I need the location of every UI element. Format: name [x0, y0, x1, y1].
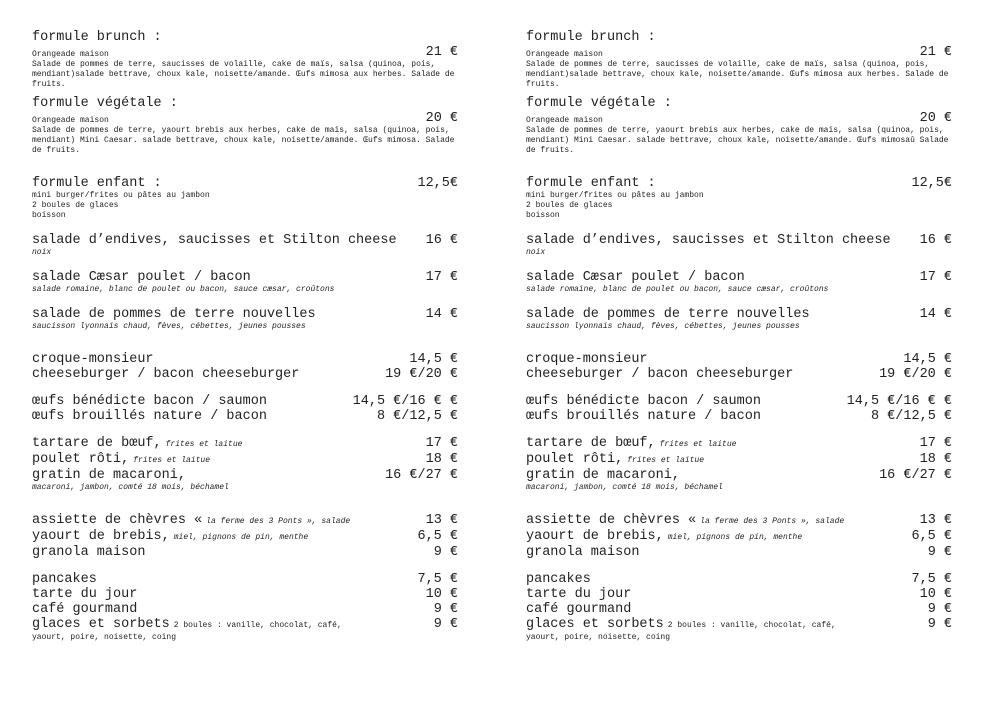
item-subtitle: miel, pignons de pin, menthe	[667, 533, 803, 542]
group-oeufs	[526, 394, 952, 424]
item-price: 13 €	[919, 513, 952, 528]
group-sandwiches	[32, 352, 458, 382]
menu-row	[32, 452, 458, 468]
item-title: formule brunch :	[32, 30, 162, 45]
menu-row	[32, 513, 458, 529]
menu-column-left	[32, 30, 458, 643]
item-title: formule enfant :	[526, 176, 656, 191]
menu-row	[32, 436, 458, 452]
item-title: glaces et sorbets 2 boules : vanille, chocolat, café,	[526, 617, 836, 632]
item-price: 12,5€	[417, 176, 458, 191]
menu-row	[32, 617, 458, 633]
item-description: saucisson lyonnais chaud, fèves, cébettes, jeunes pousses	[526, 322, 800, 331]
formule-enfant	[526, 176, 952, 221]
item-description: salade romaine, blanc de poulet ou bacon, sauce cæsar, croûtons	[526, 285, 829, 294]
item-title: formule végétale :	[32, 96, 178, 111]
item-title: gratin de macaroni,	[526, 468, 680, 483]
item-title: cheeseburger / bacon cheeseburger	[32, 367, 300, 382]
item-title: œufs bénédicte bacon / saumon	[526, 394, 761, 409]
menu-row	[526, 617, 952, 633]
item-title: poulet rôti, frites et laitue	[526, 452, 705, 467]
item-price: 9 €	[927, 602, 952, 617]
item-title: assiette de chèvres « la ferme des 3 Ponts », salade	[32, 513, 351, 528]
item-title: poulet rôti, frites et laitue	[32, 452, 211, 467]
item-subtitle: la ferme des 3 Ponts », salade	[700, 517, 845, 526]
item-title: tarte du jour	[32, 587, 138, 602]
salade-caesar	[526, 270, 952, 295]
item-description: yaourt, poire, noisette, coing	[526, 633, 671, 642]
item-title: salade d’endives, saucisses et Stilton cheese	[32, 233, 397, 248]
item-price: 7,5 €	[911, 572, 952, 587]
item-description: Salade de pommes de terre, saucisses de volaille, cake de maïs, salsa (quinoa, pois, mendiant)salade bettrave, choux kale, noisette/amande. Œufs mimosa aux herbes. Salade de fruits.	[32, 60, 455, 89]
menu-row	[32, 529, 458, 545]
menu-row	[526, 513, 952, 529]
item-description: salade romaine, blanc de poulet ou bacon, sauce cæsar, croûtons	[32, 285, 335, 294]
item-price: 20 €	[919, 111, 952, 126]
item-line: 2 boules de glaces	[32, 201, 119, 210]
item-description: Salade de pommes de terre, yaourt brebis aux herbes, cake de maïs, salsa (quinoa, pois, mendiant) Mini Caesar. salade bettrave, choux kale, noisette/amande. Œufs mimosa. Salade de fruits.	[32, 126, 455, 155]
formule-vegetale	[526, 96, 952, 156]
item-title: œufs brouillés nature / bacon	[526, 409, 761, 424]
salade-pommes-de-terre	[32, 307, 458, 332]
item-title: assiette de chèvres « la ferme des 3 Ponts », salade	[526, 513, 845, 528]
item-price: 14 €	[919, 307, 952, 322]
menu-row	[526, 367, 952, 382]
item-title: granola maison	[526, 545, 640, 560]
menu-row	[526, 452, 952, 468]
item-price: 6,5 €	[911, 529, 952, 544]
item-subtitle: frites et laitue	[659, 440, 737, 449]
menu-row	[526, 352, 952, 367]
item-line: 2 boules de glaces	[526, 201, 613, 210]
item-title: gratin de macaroni,	[32, 468, 186, 483]
item-title: formule végétale :	[526, 96, 672, 111]
salade-pommes-de-terre	[526, 307, 952, 332]
item-description: macaroni, jambon, comté 18 mois, béchamel	[526, 483, 723, 492]
item-title: café gourmand	[526, 602, 632, 617]
item-price: 16 €/27 €	[879, 468, 952, 483]
item-price: 8 €/12,5 €	[870, 409, 952, 424]
item-title: yaourt de brebis, miel, pignons de pin, menthe	[526, 529, 803, 544]
item-title: formule enfant :	[32, 176, 162, 191]
item-line: boisson	[32, 211, 66, 220]
item-title: œufs bénédicte bacon / saumon	[32, 394, 267, 409]
item-title: salade Cæsar poulet / bacon	[526, 270, 745, 285]
item-price: 9 €	[927, 617, 952, 632]
item-line: Orangeade maison	[526, 50, 603, 59]
item-line: Orangeade maison	[32, 50, 109, 59]
item-price: 14,5 €	[409, 352, 458, 367]
item-price: 10 €	[919, 587, 952, 602]
item-subtitle: la ferme des 3 Ponts », salade	[206, 517, 351, 526]
item-price: 12,5€	[911, 176, 952, 191]
group-plats	[526, 436, 952, 493]
item-price: 6,5 €	[417, 529, 458, 544]
item-title: cheeseburger / bacon cheeseburger	[526, 367, 794, 382]
menu-row	[526, 587, 952, 602]
menu-row	[526, 602, 952, 617]
item-line: mini burger/frites ou pâtes au jambon	[526, 191, 704, 200]
menu-row	[526, 468, 952, 483]
item-price: 16 €/27 €	[385, 468, 458, 483]
item-line: Orangeade maison	[526, 116, 603, 125]
menu-row	[32, 545, 458, 560]
item-price: 9 €	[433, 617, 458, 632]
salade-caesar	[32, 270, 458, 295]
item-price: 10 €	[425, 587, 458, 602]
group-oeufs	[32, 394, 458, 424]
formule-brunch	[526, 30, 952, 90]
item-price: 18 €	[919, 452, 952, 467]
item-price: 19 €/20 €	[879, 367, 952, 382]
item-line: boisson	[526, 211, 560, 220]
item-price: 19 €/20 €	[385, 367, 458, 382]
menu-row	[32, 394, 458, 409]
item-subtitle: frites et laitue	[165, 440, 243, 449]
menu-column-right	[526, 30, 952, 643]
menu-row	[32, 572, 458, 587]
item-price: 8 €/12,5 €	[376, 409, 458, 424]
menu-row	[32, 409, 458, 424]
item-subtitle: frites et laitue	[627, 456, 705, 465]
item-title: œufs brouillés nature / bacon	[32, 409, 267, 424]
item-description: yaourt, poire, noisette, coing	[32, 633, 177, 642]
group-fromages	[526, 513, 952, 560]
item-title: tarte du jour	[526, 587, 632, 602]
formule-brunch	[32, 30, 458, 90]
group-desserts	[32, 572, 458, 643]
item-price: 16 €	[425, 233, 458, 248]
item-price: 9 €	[433, 602, 458, 617]
menu-row	[32, 352, 458, 367]
item-subtitle: 2 boules : vanille, chocolat, café,	[173, 621, 342, 630]
group-desserts	[526, 572, 952, 643]
item-line: Orangeade maison	[32, 116, 109, 125]
item-description: noix	[526, 248, 546, 257]
item-price: 14,5 €/16 € €	[352, 394, 458, 409]
item-price: 21 €	[919, 45, 952, 60]
item-price: 21 €	[425, 45, 458, 60]
item-title: café gourmand	[32, 602, 138, 617]
group-plats	[32, 436, 458, 493]
item-price: 9 €	[927, 545, 952, 560]
item-price: 14,5 €	[903, 352, 952, 367]
item-title: salade Cæsar poulet / bacon	[32, 270, 251, 285]
item-price: 18 €	[425, 452, 458, 467]
item-description: macaroni, jambon, comté 18 mois, béchamel	[32, 483, 229, 492]
item-description: saucisson lyonnais chaud, fèves, cébettes, jeunes pousses	[32, 322, 306, 331]
item-subtitle: 2 boules : vanille, chocolat, café,	[667, 621, 836, 630]
item-price: 17 €	[425, 436, 458, 451]
item-title: formule brunch :	[526, 30, 656, 45]
item-price: 7,5 €	[417, 572, 458, 587]
menu-row	[526, 545, 952, 560]
item-price: 17 €	[919, 436, 952, 451]
item-line: mini burger/frites ou pâtes au jambon	[32, 191, 210, 200]
item-title: salade d’endives, saucisses et Stilton cheese	[526, 233, 891, 248]
item-title: granola maison	[32, 545, 146, 560]
item-subtitle: frites et laitue	[133, 456, 211, 465]
item-price: 13 €	[425, 513, 458, 528]
menu-row	[32, 587, 458, 602]
item-description: Salade de pommes de terre, saucisses de volaille, cake de maïs, salsa (quinoa, pois, mendiant)salade bettrave, choux kale, noisette/amande. Œufs mimosa aux herbes. Salade de fruits.	[526, 60, 949, 89]
menu-row	[526, 529, 952, 545]
item-title: salade de pommes de terre nouvelles	[526, 307, 810, 322]
item-price: 17 €	[919, 270, 952, 285]
menu-row	[526, 409, 952, 424]
menu-row	[32, 367, 458, 382]
item-title: croque-monsieur	[32, 352, 154, 367]
menu-row	[526, 436, 952, 452]
item-title: tartare de bœuf, frites et laitue	[32, 436, 243, 451]
item-title: yaourt de brebis, miel, pignons de pin, menthe	[32, 529, 309, 544]
item-title: salade de pommes de terre nouvelles	[32, 307, 316, 322]
item-subtitle: miel, pignons de pin, menthe	[173, 533, 309, 542]
formule-vegetale	[32, 96, 458, 156]
group-fromages	[32, 513, 458, 560]
group-sandwiches	[526, 352, 952, 382]
item-title: tartare de bœuf, frites et laitue	[526, 436, 737, 451]
menu-row	[526, 394, 952, 409]
formule-enfant	[32, 176, 458, 221]
menu-row	[32, 602, 458, 617]
item-price: 14 €	[425, 307, 458, 322]
item-price: 9 €	[433, 545, 458, 560]
item-description: noix	[32, 248, 52, 257]
item-title: pancakes	[526, 572, 591, 587]
item-price: 14,5 €/16 € €	[846, 394, 952, 409]
item-price: 20 €	[425, 111, 458, 126]
item-price: 16 €	[919, 233, 952, 248]
item-description: Salade de pommes de terre, yaourt brebis aux herbes, cake de maïs, salsa (quinoa, pois, mendiant) Mini Caesar. salade bettrave, choux kale, noisette/amande. Œufs mimosaû Salade de fruits.	[526, 126, 949, 155]
item-price: 17 €	[425, 270, 458, 285]
item-title: croque-monsieur	[526, 352, 648, 367]
item-title: glaces et sorbets 2 boules : vanille, chocolat, café,	[32, 617, 342, 632]
salade-endives	[526, 233, 952, 258]
item-title: pancakes	[32, 572, 97, 587]
salade-endives	[32, 233, 458, 258]
menu-row	[526, 572, 952, 587]
menu-row	[32, 468, 458, 483]
